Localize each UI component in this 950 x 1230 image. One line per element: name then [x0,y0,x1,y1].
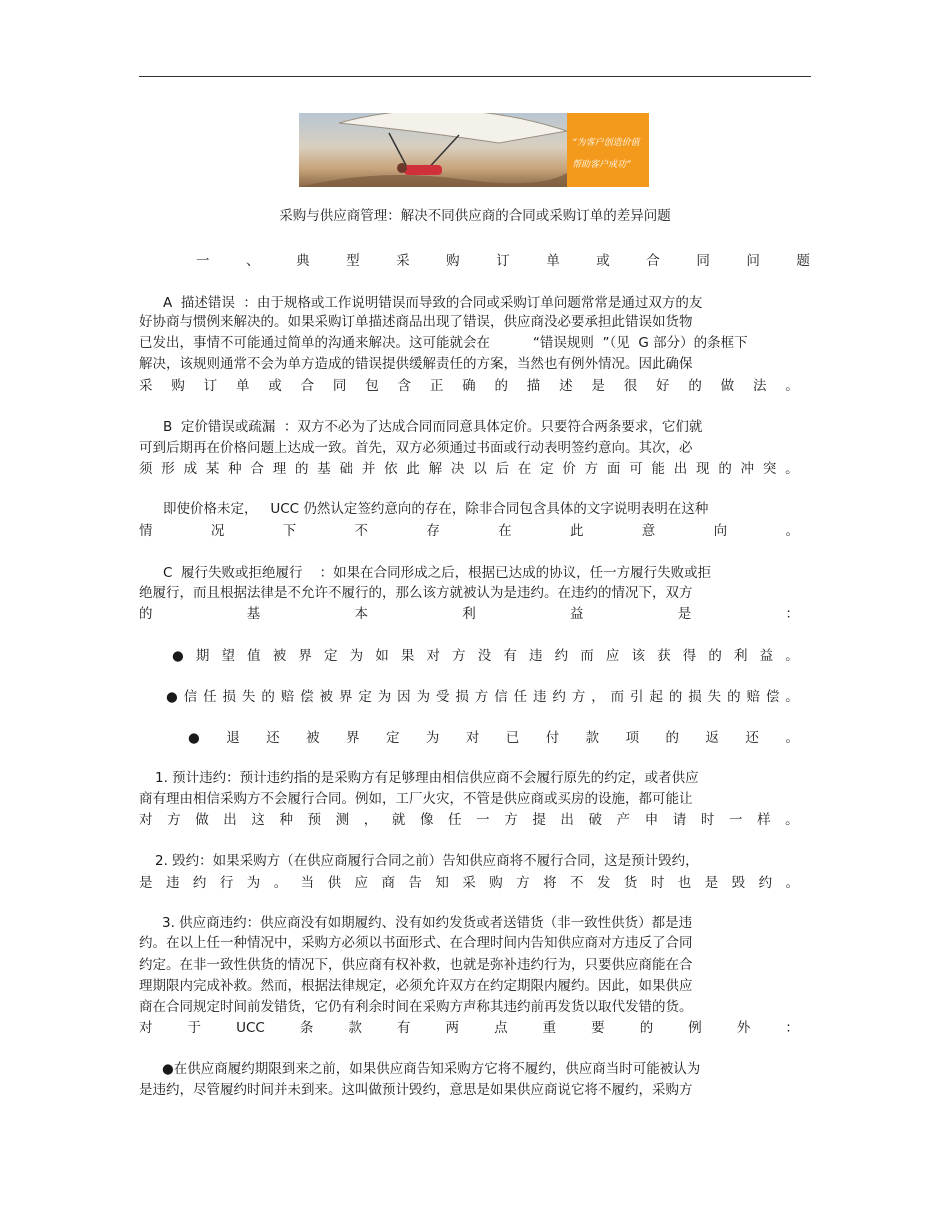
justified-token: 赔 [280,689,295,705]
justified-token: 利 [734,648,748,664]
justified-token: 。 [785,730,799,746]
justified-token: 理 [272,461,287,477]
paragraph-a-line-3: 已发出，事情不可能通过简单的沟通来解决。这可能就会在 “错误规则 ”（见 G 部分）的条框下 [139,335,748,351]
justified-token: 好 [656,378,670,394]
justified-token: 请 [672,812,687,828]
justified-token: 为 [377,689,392,705]
justified-token: 向 [713,523,728,539]
justified-token: 还 [266,730,280,746]
header-rule [139,76,811,77]
justified-token: 值 [247,648,261,664]
item-1-line-1: 1. 预计违约：预计违约指的是采购方有足够理由相信供应商不会履行原先的约定，或者供应 [155,770,699,786]
justified-token: 提 [532,812,546,828]
justified-token: 对 [426,648,441,664]
justified-token: 的 [665,730,680,746]
justified-token: 点 [494,1020,508,1036]
justified-token: ： [785,606,799,622]
justified-token: 违 [165,875,180,891]
justified-token: 本 [354,606,368,622]
justified-token: ， [591,689,605,705]
justified-token: 益 [759,648,774,664]
justified-token: 而 [610,689,625,705]
justified-token: 申 [644,812,659,828]
justified-token: 基 [246,606,261,622]
justified-token: 成 [183,461,198,477]
justified-token: 起 [649,689,663,705]
justified-token: 退 [226,730,240,746]
justified-token: 商 [381,875,395,891]
justified-token: 有 [396,1020,411,1036]
justified-token: 果 [400,648,415,664]
justified-token: 毁 [731,875,746,891]
justified-token: 依 [384,461,398,477]
justified-token: 意 [641,523,656,539]
justified-token: 购 [171,378,185,394]
justified-token: 款 [585,730,600,746]
justified-token: 是 [139,875,153,891]
justified-token: 的 [668,689,683,705]
justified-token: 方 [452,648,466,664]
justified-token: ● [188,730,200,746]
paragraph-c-line-3 [139,605,799,623]
justified-token: 为 [349,648,364,664]
justified-token: 合 [250,461,264,477]
justified-token: 应 [605,648,620,664]
justified-token: 订 [203,378,218,394]
justified-token: 信 [494,689,508,705]
paragraph-b-line-1: B 定价错误或疏漏 ：双方不必为了达成合同而同意具体定价。只要符合两条要求，它们就 [163,419,703,435]
justified-token: 为 [246,875,261,891]
justified-token: 项 [625,730,640,746]
exception-line-1: ●在供应商履约期限到来之前，如果供应商告知采购方它将不履约，供应商当时可能被认为 [162,1061,701,1077]
justified-token: 界 [338,689,353,705]
justified-token: 像 [419,812,434,828]
justified-token: 某 [205,461,220,477]
justified-token: 失 [707,689,722,705]
justified-token: 购 [489,875,503,891]
justified-token: 条 [299,1020,314,1036]
justified-token: 约 [758,875,773,891]
item-2-line-1: 2. 毁约：如果采购方（在供应商履行合同之前）告知供应商将不履行合同，这是预计毁约， [155,853,699,869]
justified-token: 被 [306,730,320,746]
justified-token: 两 [445,1020,460,1036]
justified-token: 方 [504,812,518,828]
justified-token: 定 [358,689,372,705]
justified-token: 种 [279,812,293,828]
justified-token: 返 [705,730,719,746]
justified-token: 定 [540,461,554,477]
justified-token: 对 [465,730,480,746]
justified-token: 信 [183,689,198,705]
justified-token: 损 [455,689,469,705]
justified-token: 单 [546,253,560,269]
justified-token: 测 [335,812,350,828]
justified-token: 包 [365,378,379,394]
justified-token: 正 [429,378,444,394]
justified-token: 样 [757,812,771,828]
justified-token: 还 [745,730,759,746]
justified-token: 方 [571,689,586,705]
justified-token: 例 [688,1020,702,1036]
justified-token: 货 [623,875,638,891]
justified-token: ， [363,812,378,828]
justified-token: 约 [552,689,566,705]
banner-slogan-2: 帮助客户成功” [572,160,631,170]
justified-token: 基 [317,461,331,477]
justified-token: 法 [752,378,767,394]
justified-token: ● [166,689,178,705]
banner-image [299,113,649,187]
bullet-expectation [172,647,799,665]
justified-token: 。 [785,378,799,394]
justified-token: 利 [462,606,476,622]
justified-token: 述 [559,378,573,394]
justified-token: 就 [391,812,406,828]
bullet-reliance [166,688,799,706]
justified-token: 确 [462,378,476,394]
justified-token: 。 [785,812,799,828]
justified-token: 订 [496,253,510,269]
justified-token: 付 [545,730,560,746]
justified-token: 时 [650,875,665,891]
justified-token: 的 [494,378,508,394]
justified-token: 出 [673,461,688,477]
justified-token: 的 [261,689,275,705]
justified-token: 同 [332,378,347,394]
justified-token: 定 [385,730,400,746]
justified-token: 损 [222,689,236,705]
justified-token: 突 [762,461,777,477]
justified-token: 。 [785,648,799,664]
justified-token: 赔 [746,689,760,705]
justified-token: 供 [327,875,342,891]
banner-slogan-1: “为客户创造价值 [572,138,640,148]
justified-token: 任 [513,689,528,705]
justified-token: 有 [503,648,517,664]
justified-token: 情 [139,523,153,539]
justified-token: 外 [736,1020,751,1036]
justified-token: 方 [167,812,181,828]
justified-token: 受 [435,689,450,705]
paragraph-price-line-1: 即使价格未定， UCC 仍然认定签约意向的存在，除非合同包含具体的文字说明表明在这种 [163,501,709,517]
exception-line-2: 是违约，尽管履约时间并未到来。这叫做预计毁约，意思是如果供应商说它将不履约，采购方 [139,1082,693,1098]
justified-token: 如 [375,648,389,664]
justified-token: 于 [187,1020,202,1036]
justified-token: 一 [196,253,210,269]
justified-token: 得 [682,648,697,664]
justified-token: 而 [580,648,594,664]
paragraph-c-line-1: C 履行失败或拒绝履行 ：如果在合同形成之后，根据已达成的协议，任一方履行失败或拒 [163,565,712,581]
justified-token: 界 [298,648,312,664]
justified-token: 发 [596,875,611,891]
justified-token: 预 [307,812,322,828]
justified-token: 下 [282,523,297,539]
justified-token: 对 [139,812,153,828]
justified-token: 界 [346,730,360,746]
justified-token: 此 [569,523,584,539]
justified-token: 决 [450,461,465,477]
justified-token: 违 [529,648,543,664]
justified-token: 重 [542,1020,557,1036]
paragraph-b-line-3 [139,460,799,478]
justified-token: 并 [361,461,376,477]
justified-token: 、 [246,253,260,269]
justified-token: 合 [646,253,660,269]
justified-token: 望 [221,648,236,664]
justified-token: UCC [236,1020,265,1036]
justified-token: 单 [235,378,250,394]
justified-token: 对 [139,1020,153,1036]
justified-token: 。 [785,523,799,539]
justified-token: 的 [139,606,153,622]
justified-token: 方 [584,461,599,477]
item-1-line-2: 商有理由相信采购方不会履行合同。例如，工厂火灾，不管是供应商或买房的设施，都可能让 [139,791,693,807]
justified-token: 形 [161,461,175,477]
justified-token: 现 [696,461,710,477]
justified-token: 础 [339,461,354,477]
justified-token: 任 [203,689,217,705]
justified-token: 应 [354,875,368,891]
justified-token: 解 [428,461,443,477]
justified-token: 。 [785,875,799,891]
banner-slogan-box [567,113,649,187]
justified-token: 在 [517,461,532,477]
justified-token: 将 [543,875,557,891]
justified-token: 存 [426,523,440,539]
justified-token: 方 [474,689,489,705]
paragraph-b-line-2: 可到后期再在价格问题上达成一致。首先，双方必须通过书面或行动表明签约意向。其次，必 [139,440,693,456]
justified-token: 或 [268,378,282,394]
paragraph-a-line-5 [139,377,799,395]
justified-token: 面 [606,461,621,477]
bullet-restitution [188,729,799,747]
justified-token: 违 [533,689,547,705]
justified-token: 知 [435,875,449,891]
justified-token: 为 [416,689,431,705]
justified-token: 做 [720,378,735,394]
justified-token: 的 [708,648,722,664]
item-3-line-2: 约。在以上任一种情况中，采购方必须以书面形式、在合理时间内告知供应商对方违反了合同 [139,935,693,951]
justified-token: 益 [570,606,584,622]
justified-token: 这 [251,812,265,828]
justified-token: 以 [473,461,487,477]
justified-token: 偿 [300,689,314,705]
justified-token: 为 [425,730,440,746]
justified-token: 采 [139,378,153,394]
justified-token: 约 [554,648,569,664]
justified-token: 采 [396,253,410,269]
justified-token: 获 [657,648,671,664]
justified-token: 偿 [765,689,780,705]
justified-token: 期 [195,648,210,664]
justified-token: 能 [651,461,665,477]
justified-token: 告 [408,875,422,891]
justified-token: 典 [296,253,310,269]
justified-token: 可 [629,461,643,477]
justified-token: 也 [677,875,692,891]
justified-token: 引 [630,689,644,705]
justified-token: 约 [192,875,207,891]
justified-token: 价 [562,461,576,477]
justified-token: 种 [228,461,242,477]
justified-token: 采 [462,875,476,891]
justified-token: 当 [300,875,315,891]
justified-token: 含 [397,378,411,394]
justified-token: 做 [195,812,209,828]
justified-token: 的 [294,461,309,477]
justified-token: 损 [688,689,702,705]
justified-token: 。 [785,461,799,477]
item-3-line-4: 理期限内完成补救。然而，根据法律规定，必须允许双方在约定期限内履约。因此，如果供应 [139,978,693,994]
justified-token: 一 [476,812,490,828]
justified-token: 合 [300,378,315,394]
justified-token: 被 [319,689,334,705]
justified-token: 描 [526,378,541,394]
justified-token: 况 [210,523,225,539]
justified-token: 一 [728,812,743,828]
justified-token: 冲 [740,461,755,477]
justified-token: 问 [746,253,760,269]
justified-token: 出 [560,812,574,828]
justified-token: 很 [623,378,638,394]
item-3-line-5: 商在合同规定时间前发错货，它仍有利余时间在采购方声称其违约前再发货以取代发错的货。 [139,999,693,1015]
justified-token: 不 [570,875,584,891]
justified-token: 的 [727,689,741,705]
paragraph-a-line-2: 好协商与惯例来解决的。如果采购订单描述商品出现了错误，供应商没必要承担此错误如货物 [139,314,693,330]
justified-token: 同 [696,253,710,269]
paragraph-c-line-2: 绝履行，而且根据法律是不允许不履行的，那么该方就被认为是违约。在违约的情况下，双方 [139,585,693,601]
justified-token: 是 [704,875,719,891]
justified-token: 已 [505,730,520,746]
item-3-line-6 [139,1019,799,1037]
document-caption: 采购与供应商管理：解决不同供应商的合同或采购订单的差异问题 [279,208,671,224]
item-1-line-3 [139,811,799,829]
justified-token: 的 [688,378,702,394]
section-heading [196,252,810,270]
justified-token: ： [785,1020,799,1036]
justified-token: 时 [700,812,715,828]
justified-token: 题 [796,253,810,269]
justified-token: 或 [596,253,610,269]
justified-token: 行 [219,875,234,891]
paragraph-a-line-1: A 描述错误 ：由于规格或工作说明错误而导致的合同或采购订单问题常常是通过双方的友 [163,295,703,311]
justified-token: 失 [241,689,256,705]
justified-token: 须 [139,461,153,477]
justified-token: 款 [348,1020,362,1036]
justified-token: 任 [448,812,462,828]
justified-token: 要 [591,1020,605,1036]
justified-token: 后 [495,461,509,477]
paragraph-price-line-2 [139,522,799,540]
item-3-line-1: 3. 供应商违约：供应商没有如期履约、没有如约发货或者送错货（非一致性供货）都是违 [162,915,693,931]
justified-token: 被 [272,648,287,664]
justified-token: 的 [639,1020,654,1036]
justified-token: 定 [324,648,338,664]
justified-token: 出 [223,812,237,828]
paragraph-a-line-4: 解决，该规则通常不会为单方造成的错误提供缓解责任的方案，当然也有例外情况。因此确保 [139,356,693,372]
justified-token: 是 [677,606,692,622]
item-2-line-2 [139,874,799,892]
justified-token: 不 [354,523,368,539]
justified-token: 型 [346,253,360,269]
item-3-line-3: 约定。在非一致性供货的情况下，供应商有权补救，也就是弥补违约行为，只要供应商能在合 [139,957,693,973]
justified-token: 破 [588,812,602,828]
justified-token: ● [172,648,184,664]
justified-token: 在 [498,523,512,539]
justified-token: 的 [718,461,732,477]
justified-token: 没 [477,648,492,664]
justified-token: 此 [406,461,420,477]
justified-token: 是 [591,378,605,394]
justified-token: 方 [516,875,530,891]
justified-token: 。 [273,875,288,891]
justified-token: 因 [397,689,411,705]
justified-token: 产 [616,812,631,828]
justified-token: 该 [631,648,646,664]
justified-token: 。 [785,689,799,705]
justified-token: 购 [446,253,460,269]
